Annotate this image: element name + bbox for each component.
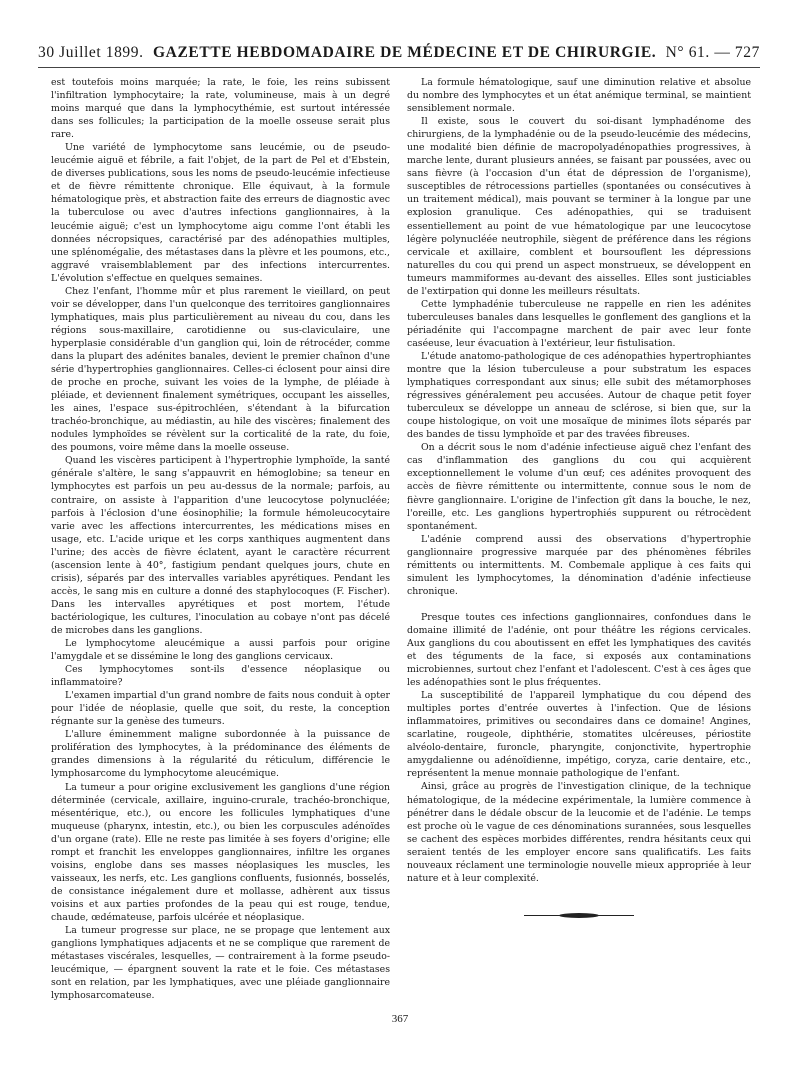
paragraph: La tumeur a pour origine exclusivement les ganglions d'une région déterminée (cervicale, axillaire, inguino-crurale, trachéo-bronchique, mésentérique, etc.), ou encore les follicules lymphatiques d'une muqueuse (pharynx, intestin, etc.), ou bien les corpuscules adénoïdes d'un organe (rate). Elle ne reste pas limitée à ses foyers d'origine; elle rompt et franchit les enveloppes ganglionnaires, infiltre les organes voisins, englobe dans ses masses néoplasiques les muscles, les vaisseaux, les nerfs, etc. Les ganglions confluents, fusionnés, bosselés, de consistance inégalement dure et mollasse, adhèrent aux tissus voisins et aux parties profondes de la peau qui est rouge, tendue, chaude, œdémateuse, parfois ulcérée et néoplasique. — [51, 781, 390, 923]
header-rule — [38, 67, 760, 68]
paragraph: Une variété de lymphocytome sans leucémie, ou de pseudo-leucémie aiguë et fébrile, a fait l'objet, de la part de Pel et d'Ebstein, de diverses publications, sous les noms de pseudo-leucémie infectieuse et de fièvre rémittente chronique. Elle équivaut, à la formule hématologique près, et abstraction faite des erreurs de diagnostic avec la tuberculose ou avec d'autres infections ganglionnaires, à la leucémie aiguë; c'est un lymphocytome aigu comme l'ont établi les données nécropsiques, caractérisé par des adénopathies multiples, une splénomégalie, des métastases dans la plèvre et les poumons, etc., aggravé vraisemblablement par des infections intercurrentes. L'évolution s'effectue en quelques semaines. — [51, 142, 390, 284]
right-column — [407, 76, 751, 919]
paragraph: L'allure éminemment maligne subordonnée à la puissance de prolifération des lymphocytes, à la prédominance des éléments de grandes dimensions à la régularité du réticulum, différencie le lymphosarcome du lymphocytome aleucémique. — [51, 729, 390, 780]
paragraph: L'examen impartial d'un grand nombre de faits nous conduit à opter pour l'idée de néoplasie, quelle que soit, du reste, la conception régnante sur la genèse des tumeurs. — [51, 690, 390, 728]
paragraph: est toutefois moins marquée; la rate, le foie, les reins subissent l'infiltration lymphocytaire; la rate, volumineuse, mais à un degré moins marqué que dans la lymphocythémie, est surtout intéressée dans ses follicules; la participation de la moelle osseuse serait plus rare. — [51, 77, 390, 141]
paragraph: Ainsi, grâce au progrès de l'investigation clinique, de la technique hématologique, de la médecine expérimentale, la lumière commence à pénétrer dans le dédale obscur de la leucomie et de l'adénie. Le temps est proche où le vague de ces dénominations surannées, sous lesquelles se cachent des espèces morbides différentes, rendra hésitants ceux qui seraient tentés de les employer encore sans qualificatifs. Les faits nouveaux réclament une terminologie nouvelle mieux appropriée à leur nature et à leur complexité. — [407, 781, 751, 884]
issue-page-number: N° 61. — 727 — [665, 44, 760, 61]
paragraph: Chez l'enfant, l'homme mûr et plus rarement le vieillard, on peut voir se développer, dans l'un quelconque des territoires ganglionnaires lymphatiques, mais plus particulièrement au niveau du cou, dans les régions sous-maxillaire, carotidienne ou sus-claviculaire, une hyperplasie considérable d'un ganglion qui, loin de rétrocéder, comme dans la plupart des adénites banales, devient le premier chaînon d'une série d'hypertrophies ganglionnaires. Celles-ci éclosent pour ainsi dire de proche en proche, suivant les voies de la lymphe, de pléiade à pléiade, et deviennent finalement symétriques, occupant les aisselles, les aines, l'espace sus-épitrochléen, s'étendant à la bifurcation trachéo-bronchique, au médiastin, au hile des viscères; finalement des nodules lymphoïdes se révèlent sur la corticalité de la rate, du foie, des poumons, voire même dans la moelle osseuse. — [51, 285, 390, 454]
paragraph: On a décrit sous le nom d'adénie infectieuse aiguë chez l'enfant des cas d'inflammation des ganglions du cou qui acquièrent exceptionnellement le volume d'un œuf; ces adénites provoquent des accès de fièvre rémittente ou intermittente, connue sous le nom de fièvre ganglionnaire. L'origine de l'infection gît dans la bouche, le nez, l'oreille, etc. Les ganglions hypertrophiés suppurent ou rétrocèdent spontanément. — [407, 442, 751, 532]
paragraph: La susceptibilité de l'appareil lymphatique du cou dépend des multiples portes d'entrée ouvertes à l'infection. Que de lésions inflammatoires, primitives ou secondaires dans ce domaine! Angines, scarlatine, rougeole, diphthérie, stomatites ulcéreuses, périostite alvéolo-dentaire, furoncle, pharyngite, conjonctivite, hypertrophie amygdalienne ou adénoïdienne, impétigo, coryza, carie dentaire, etc., représentent la menue monnaie pathologique de l'enfant. — [407, 690, 751, 780]
section-divider-ornament — [524, 913, 634, 919]
paragraph: Presque toutes ces infections ganglionnaires, confondues dans le domaine illimité de l'adénie, ont pour théâtre les régions cervicales. Aux ganglions du cou aboutissent en effet les lymphatiques des cavités et des téguments de la face, si exposés aux contaminations microbiennes, surtout chez l'enfant et l'adolescent. C'est à ces âges que les adénopathies sont le plus fréquentes. — [407, 611, 751, 689]
journal-title: GAZETTE HEBDOMADAIRE DE MÉDECINE ET DE CHIRURGIE. — [153, 44, 657, 61]
paragraph: La tumeur progresse sur place, ne se propage que lentement aux ganglions lymphatiques adjacents et ne se complique que rarement de métastases viscérales, lesquelles, — contrairement à la forme pseudo-leucémique, — épargnent souvent la rate et le foie. Ces métastases sont en relation, par les lymphatiques, avec une pléiade ganglionnaire lymphosarcomateuse. — [51, 925, 390, 1002]
left-column — [51, 76, 390, 1002]
paragraph: L'étude anatomo-pathologique de ces adénopathies hypertrophiantes montre que la lésion tuberculeuse a pour substratum les espaces lymphatiques correspondant aux sinus; elle subit des métamorphoses régressives généralement peu accusées. Autour de chaque petit foyer tuberculeux se développe un anneau de sclérose, si bien que, sur la coupe histologique, on voit une mosaïque de minimes îlots séparés par des bandes de tissu lymphoïde et par des travées fibreuses. — [407, 350, 751, 441]
paragraph: Cette lymphadénie tuberculeuse ne rappelle en rien les adénites tuberculeuses banales dans lesquelles le gonflement des ganglions et la périadénite qui l'accompagne marchent de pair avec leur fonte caséeuse, leur évacuation à l'extérieur, leur fistulisation. — [407, 298, 751, 349]
paragraph: La formule hématologique, sauf une diminution relative et absolue du nombre des lymphocytes et un état anémique terminal, se maintient sensiblement normale. — [407, 77, 751, 115]
running-header — [38, 44, 760, 66]
paragraph: Il existe, sous le couvert du soi-disant lymphadénome des chirurgiens, de la lymphadénie ou de la pseudo-leucémie des médecins, une modalité bien définie de macropolyadénopathies progressives, à marche lente, durant plusieurs années, se faisant par poussées, avec ou sans fièvre (à l'occasion d'un état de dépression de l'organisme), susceptibles de rétrocessions partielles (spontanées ou consécutives à un traitement médical), mais pouvant se terminer à la longue par une explosion granulique. Ces adénopathies, qui se traduisent essentiellement au point de vue hématologique par une leucocytose légère polynucléée neutrophile, siègent de préférence dans les régions cervicale et axillaire, comblent et boursouflent les dépressions naturelles du cou qui prend un aspect monstrueux, se développent en tumeurs mammiformes au-devant des aisselles. Elles sont justiciables de l'extirpation qui donne les meilleurs résultats. — [407, 116, 751, 297]
paragraph: L'adénie comprend aussi des observations d'hypertrophie ganglionnaire progressive marquée par des phénomènes fébriles rémittents ou intermittents. M. Combemale applique à ces faits qui simulent les lymphocytomes, la dénomination d'adénie infectieuse chronique. — [407, 533, 751, 597]
paragraph: Ces lymphocytomes sont-ils d'essence néoplasique ou inflammatoire? — [51, 664, 390, 689]
paragraph: Le lymphocytome aleucémique a aussi parfois pour origine l'amygdale et se dissémine le long des ganglions cervicaux. — [51, 638, 390, 663]
header-date: 30 Juillet 1899. — [38, 44, 144, 61]
paragraph: Quand les viscères participent à l'hypertrophie lymphoïde, la santé générale s'altère, le sang s'appauvrit en hémoglobine; sa teneur en lymphocytes est parfois un peu au-dessus de la normale; parfois, au contraire, on assiste à l'apparition d'une leucocytose polynucléée; parfois à l'éclosion d'une éosinophilie; la formule hémoleucocytaire varie avec les affections intercurrentes, les médications mises en usage, etc. L'acide urique et les corps xanthiques augmentent dans l'urine; des accès de fièvre éclatent, ayant le caractère récurrent (ascension lente à 40°, fastigium pendant quelques jours, chute en crisis), séparés par des intervalles variables apyrétiques. Pendant les accès, le sang mis en culture a donné des staphylocoques (F. Fischer). Dans les intervalles apyrétiques et post mortem, l'étude bactériologique, les cultures, l'inoculation au cobaye n'ont pas décelé de microbes dans les ganglions. — [51, 455, 390, 636]
page-number: 367 — [391, 1013, 409, 1025]
